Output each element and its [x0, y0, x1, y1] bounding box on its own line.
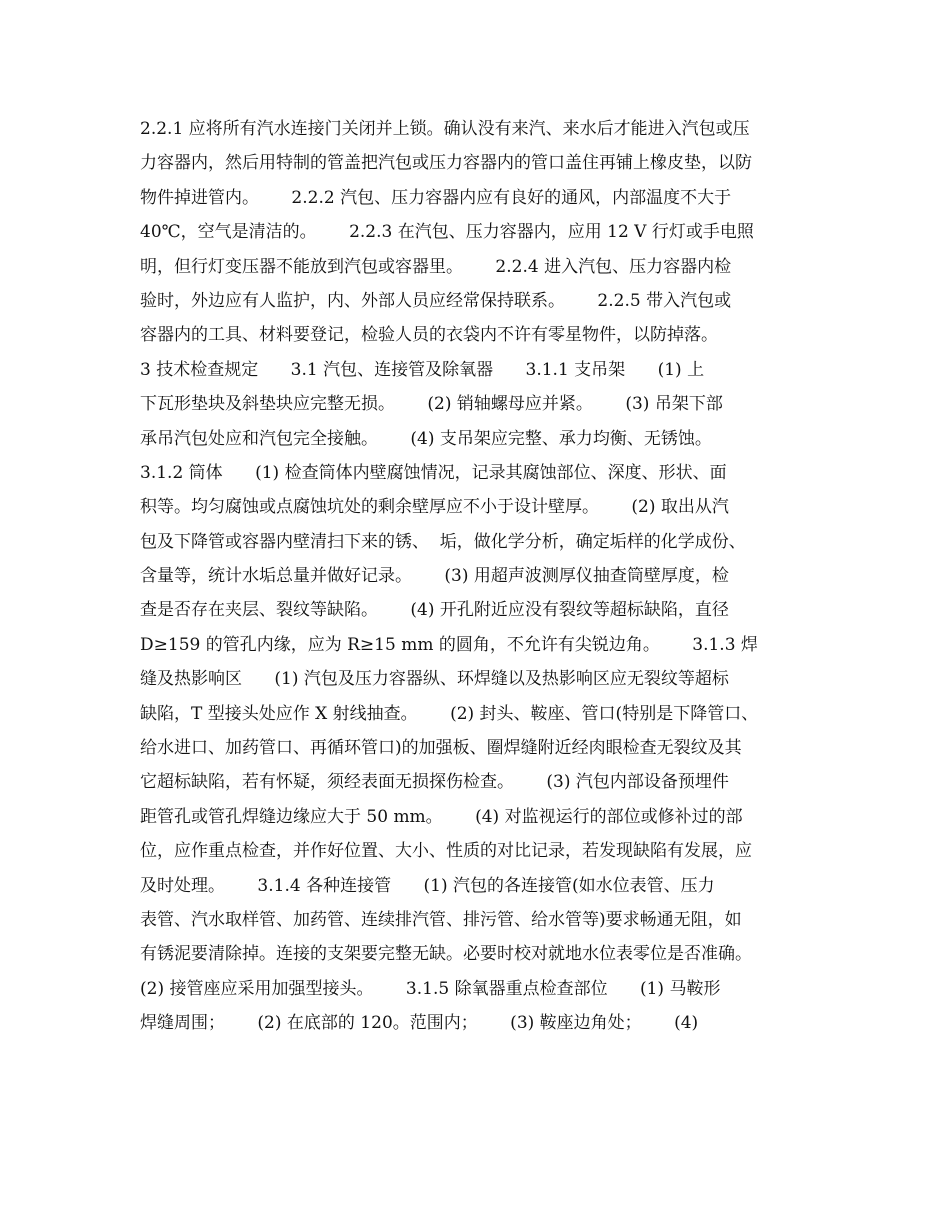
- text-line: 及时处理。 3.1.4 各种连接管 (1) 汽包的各连接管(如水位表管、压力: [140, 875, 715, 896]
- text-line: 承吊汽包处应和汽包完全接触。 (4) 支吊架应完整、承力均衡、无锈蚀。: [140, 428, 712, 449]
- text-line: 力容器内，然后用特制的管盖把汽包或压力容器内的管口盖住再铺上橡皮垫，以防: [140, 153, 752, 174]
- text-line: 焊缝周围； (2) 在底部的 120。范围内； (3) 鞍座边角处； (4): [140, 1013, 699, 1034]
- text-line: D≥159 的管孔内缘，应为 R≥15 mm 的圆角，不允许有尖锐边角。 3.1.3 焊: [140, 634, 758, 655]
- text-line: 物件掉进管内。 2.2.2 汽包、压力容器内应有良好的通风，内部温度不大于: [140, 187, 732, 208]
- text-line: 下瓦形垫块及斜垫块应完整无损。 (2) 销轴螺母应并紧。 (3) 吊架下部: [140, 394, 723, 415]
- text-line: 距管孔或管孔焊缝边缘应大于 50 mm。 (4) 对监视运行的部位或修补过的部: [140, 806, 743, 827]
- text-line: 3.1.2 筒体 (1) 检查筒体内壁腐蚀情况，记录其腐蚀部位、深度、形状、面: [140, 462, 727, 483]
- text-line: 2.2.1 应将所有汽水连接门关闭并上锁。确认没有来汽、来水后才能进入汽包或压: [140, 119, 750, 139]
- body-text: [140, 112, 820, 1041]
- text-line: 有锈泥要清除掉。连接的支架要完整无缺。必要时校对就地水位表零位是否准确。: [140, 944, 752, 965]
- text-line: 它超标缺陷，若有怀疑，须经表面无损探伤检查。 (3) 汽包内部设备预埋件: [140, 772, 729, 793]
- text-line: 积等。均匀腐蚀或点腐蚀坑处的剩余壁厚应不小于设计壁厚。 (2) 取出从汽: [140, 497, 729, 518]
- text-line: 缺陷，T 型接头处应作 X 射线抽查。 (2) 封头、鞍座、管口(特别是下降管口、: [140, 703, 759, 724]
- text-line: 容器内的工具、材料要登记，检验人员的衣袋内不许有零星物件，以防掉落。: [140, 325, 718, 346]
- text-line: 给水进口、加药管口、再循环管口)的加强板、圈焊缝附近经肉眼检查无裂纹及其: [140, 738, 742, 759]
- text-line: 3 技术检查规定 3.1 汽包、连接管及除氧器 3.1.1 支吊架 (1) 上: [140, 359, 705, 380]
- text-line: 包及下降管或容器内壁清扫下来的锈、 垢，做化学分析，确定垢样的化学成份、: [140, 531, 746, 552]
- text-line: 明，但行灯变压器不能放到汽包或容器里。 2.2.4 进入汽包、压力容器内检: [140, 256, 732, 277]
- text-line: 表管、汽水取样管、加药管、连续排汽管、排污管、给水管等)要求畅通无阻，如: [140, 909, 742, 930]
- text-line: 缝及热影响区 (1) 汽包及压力容器纵、环焊缝以及热影响区应无裂纹等超标: [140, 669, 729, 690]
- text-line: 位，应作重点检查，并作好位置、大小、性质的对比记录，若发现缺陷有发展，应: [140, 841, 752, 862]
- text-line: 含量等，统计水垢总量并做好记录。 (3) 用超声波测厚仪抽查筒壁厚度，检: [140, 566, 729, 587]
- text-line: 查是否存在夹层、裂纹等缺陷。 (4) 开孔附近应没有裂纹等超标缺陷，直径: [140, 600, 729, 621]
- text-line: (2) 接管座应采用加强型接头。 3.1.5 除氧器重点检查部位 (1) 马鞍形: [140, 978, 721, 999]
- text-line: 验时，外边应有人监护，内、外部人员应经常保持联系。 2.2.5 带入汽包或: [140, 290, 732, 311]
- text-line: 40℃，空气是清洁的。 2.2.3 在汽包、压力容器内，应用 12 V 行灯或手电照: [140, 222, 754, 243]
